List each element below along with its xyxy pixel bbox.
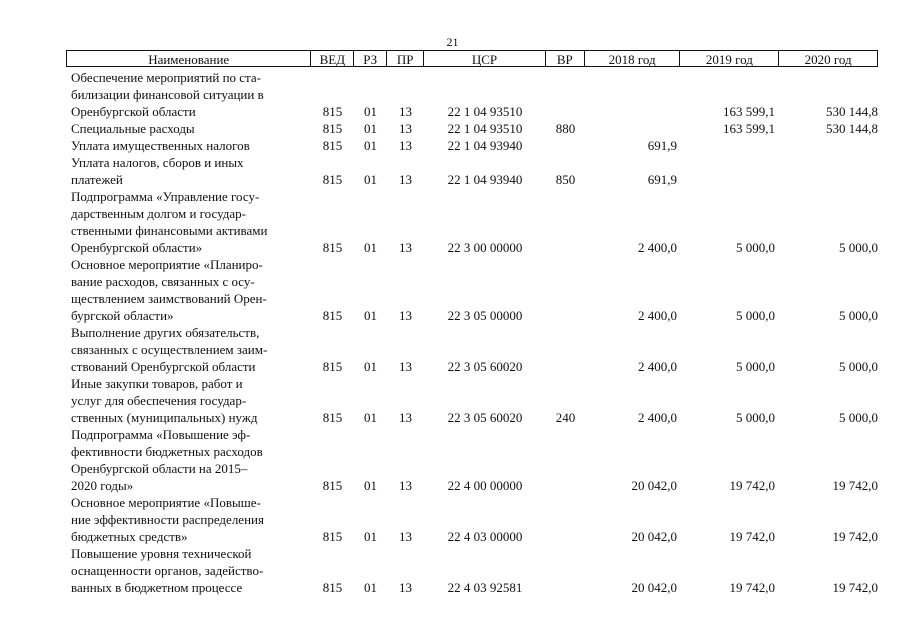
cell-csr: 22 4 00 00000 — [447, 478, 523, 493]
cell-2020: 530 144,8 — [826, 121, 878, 136]
cell-pr: 13 — [399, 121, 412, 136]
cell-2019: 19 742,0 — [729, 529, 775, 544]
header-pr: ПР — [387, 51, 424, 66]
cell-name — [71, 545, 311, 596]
cell-2020: 5 000,0 — [839, 410, 878, 425]
cell-2020: 530 144,8 — [826, 104, 878, 119]
cell-name — [71, 120, 311, 137]
header-2020: 2020 год — [804, 52, 852, 66]
cell-name — [71, 494, 311, 545]
cell-rz: 01 — [364, 580, 377, 595]
cell-rz: 01 — [364, 478, 377, 493]
cell-name — [71, 188, 311, 256]
cell-name-line: 2020 годы» — [71, 478, 134, 493]
cell-rz: 01 — [364, 410, 377, 425]
table-header — [66, 50, 878, 67]
cell-2019: 5 000,0 — [736, 240, 775, 255]
cell-name-line: ственными финансовыми активами — [71, 223, 268, 238]
cell-2018: 2 400,0 — [638, 410, 677, 425]
cell-pr: 13 — [399, 172, 412, 187]
cell-rz: 01 — [364, 359, 377, 374]
page-number: 21 — [446, 35, 459, 49]
cell-2018: 691,9 — [647, 172, 677, 187]
cell-2019: 5 000,0 — [736, 410, 775, 425]
header-name: Наименование — [67, 51, 311, 66]
cell-vr: 850 — [555, 172, 576, 187]
cell-name-line: фективности бюджетных расходов — [71, 444, 263, 459]
cell-pr: 13 — [399, 240, 412, 255]
cell-ved: 815 — [322, 580, 343, 595]
cell-name-line: Оренбургской области на 2015– — [71, 461, 248, 476]
table-row — [71, 137, 878, 154]
cell-rz: 01 — [364, 172, 377, 187]
cell-2018: 2 400,0 — [638, 359, 677, 374]
cell-2020: 19 742,0 — [832, 478, 878, 493]
cell-rz: 01 — [364, 308, 377, 323]
cell-name-line: ственных (муниципальных) нужд — [71, 410, 258, 425]
table-row — [71, 494, 878, 545]
cell-csr: 22 3 05 60020 — [447, 410, 523, 425]
cell-pr: 13 — [399, 308, 412, 323]
cell-ved: 815 — [322, 359, 343, 374]
cell-2019: 163 599,1 — [723, 104, 775, 119]
cell-name — [71, 426, 311, 494]
cell-name — [71, 69, 311, 120]
cell-name-line: ние эффективности распределения — [71, 512, 264, 527]
header-csr: ЦСР — [424, 51, 546, 66]
cell-csr: 22 1 04 93940 — [447, 172, 523, 187]
cell-2020: 5 000,0 — [839, 359, 878, 374]
cell-csr: 22 4 03 00000 — [447, 529, 523, 544]
cell-ved: 815 — [322, 308, 343, 323]
cell-csr: 22 1 04 93510 — [447, 121, 523, 136]
cell-rz: 01 — [364, 529, 377, 544]
cell-name-line: услуг для обеспечения государ- — [71, 393, 247, 408]
cell-2020: 19 742,0 — [832, 580, 878, 595]
cell-name-line: Уплата имущественных налогов — [71, 138, 250, 153]
cell-name-line: Повышение уровня технической — [71, 546, 252, 561]
cell-2019: 19 742,0 — [729, 580, 775, 595]
cell-name — [71, 154, 311, 188]
cell-name-line: Специальные расходы — [71, 121, 195, 136]
cell-name-line: Основное мероприятие «Повыше- — [71, 495, 261, 510]
cell-2020: 5 000,0 — [839, 240, 878, 255]
cell-name — [71, 324, 311, 375]
cell-name-line: Обеспечение мероприятий по ста- — [71, 70, 261, 85]
header-2018: 2018 год — [585, 51, 681, 66]
cell-name-line: Подпрограмма «Управление госу- — [71, 189, 260, 204]
cell-csr: 22 3 05 00000 — [447, 308, 523, 323]
cell-name — [71, 375, 311, 426]
table-row — [71, 324, 878, 375]
cell-ved: 815 — [322, 104, 343, 119]
cell-name-line: ствований Оренбургской области — [71, 359, 256, 374]
cell-2019: 5 000,0 — [736, 359, 775, 374]
cell-csr: 22 4 03 92581 — [447, 580, 523, 595]
table-row — [71, 426, 878, 494]
cell-pr: 13 — [399, 359, 412, 374]
cell-rz: 01 — [364, 240, 377, 255]
table-row — [71, 120, 878, 137]
cell-ved: 815 — [322, 478, 343, 493]
header-2019: 2019 год — [680, 51, 779, 66]
cell-ved: 815 — [322, 138, 343, 153]
cell-name-line: Основное мероприятие «Планиро- — [71, 257, 263, 272]
cell-name-line: платежей — [71, 172, 123, 187]
cell-name-line: билизации финансовой ситуации в — [71, 87, 264, 102]
table-body — [71, 69, 878, 596]
cell-name-line: ществлением заимствований Орен- — [71, 291, 267, 306]
cell-rz: 01 — [364, 104, 377, 119]
cell-name-line: Иные закупки товаров, работ и — [71, 376, 243, 391]
cell-pr: 13 — [399, 478, 412, 493]
cell-2019: 163 599,1 — [723, 121, 775, 136]
table-row — [71, 154, 878, 188]
cell-pr: 13 — [399, 138, 412, 153]
table-row — [71, 375, 878, 426]
cell-2019: 5 000,0 — [736, 308, 775, 323]
cell-2018: 2 400,0 — [638, 240, 677, 255]
cell-ved: 815 — [322, 240, 343, 255]
cell-vr: 240 — [555, 410, 576, 425]
cell-ved: 815 — [322, 410, 343, 425]
cell-2018: 20 042,0 — [631, 478, 677, 493]
cell-name-line: Оренбургской области» — [71, 240, 203, 255]
cell-ved: 815 — [322, 172, 343, 187]
cell-csr: 22 1 04 93940 — [447, 138, 523, 153]
cell-rz: 01 — [364, 121, 377, 136]
cell-name-line: бургской области» — [71, 308, 174, 323]
table-row — [71, 188, 878, 256]
cell-2018: 691,9 — [647, 138, 677, 153]
cell-csr: 22 3 00 00000 — [447, 240, 523, 255]
cell-name — [71, 137, 311, 154]
cell-ved: 815 — [322, 529, 343, 544]
cell-name-line: Подпрограмма «Повышение эф- — [71, 427, 251, 442]
cell-name-line: Выполнение других обязательств, — [71, 325, 260, 340]
table-row — [71, 256, 878, 324]
cell-name-line: Уплата налогов, сборов и иных — [71, 155, 244, 170]
cell-pr: 13 — [399, 104, 412, 119]
cell-csr: 22 1 04 93510 — [447, 104, 523, 119]
cell-2020: 19 742,0 — [832, 529, 878, 544]
cell-2018: 2 400,0 — [638, 308, 677, 323]
header-vr: ВР — [546, 51, 585, 66]
cell-name — [71, 256, 311, 324]
cell-name-line: связанных с осуществлением заим- — [71, 342, 268, 357]
table-row — [71, 545, 878, 596]
cell-name-line: оснащенности органов, задейство- — [71, 563, 264, 578]
cell-name-line: вание расходов, связанных с осу- — [71, 274, 255, 289]
cell-csr: 22 3 05 60020 — [447, 359, 523, 374]
cell-2019: 19 742,0 — [729, 478, 775, 493]
header-ved: ВЕД — [311, 51, 354, 66]
cell-pr: 13 — [399, 580, 412, 595]
cell-vr: 880 — [555, 121, 576, 136]
header-rz: РЗ — [354, 51, 387, 66]
cell-rz: 01 — [364, 138, 377, 153]
cell-pr: 13 — [399, 529, 412, 544]
table-row — [71, 69, 878, 120]
cell-name-line: бюджетных средств» — [71, 529, 188, 544]
cell-name-line: ванных в бюджетном процессе — [71, 580, 243, 595]
cell-pr: 13 — [399, 410, 412, 425]
cell-name-line: дарственным долгом и государ- — [71, 206, 246, 221]
cell-ved: 815 — [322, 121, 343, 136]
cell-2020: 5 000,0 — [839, 308, 878, 323]
cell-name-line: Оренбургской области — [71, 104, 196, 119]
cell-2018: 20 042,0 — [631, 529, 677, 544]
cell-2018: 20 042,0 — [631, 580, 677, 595]
